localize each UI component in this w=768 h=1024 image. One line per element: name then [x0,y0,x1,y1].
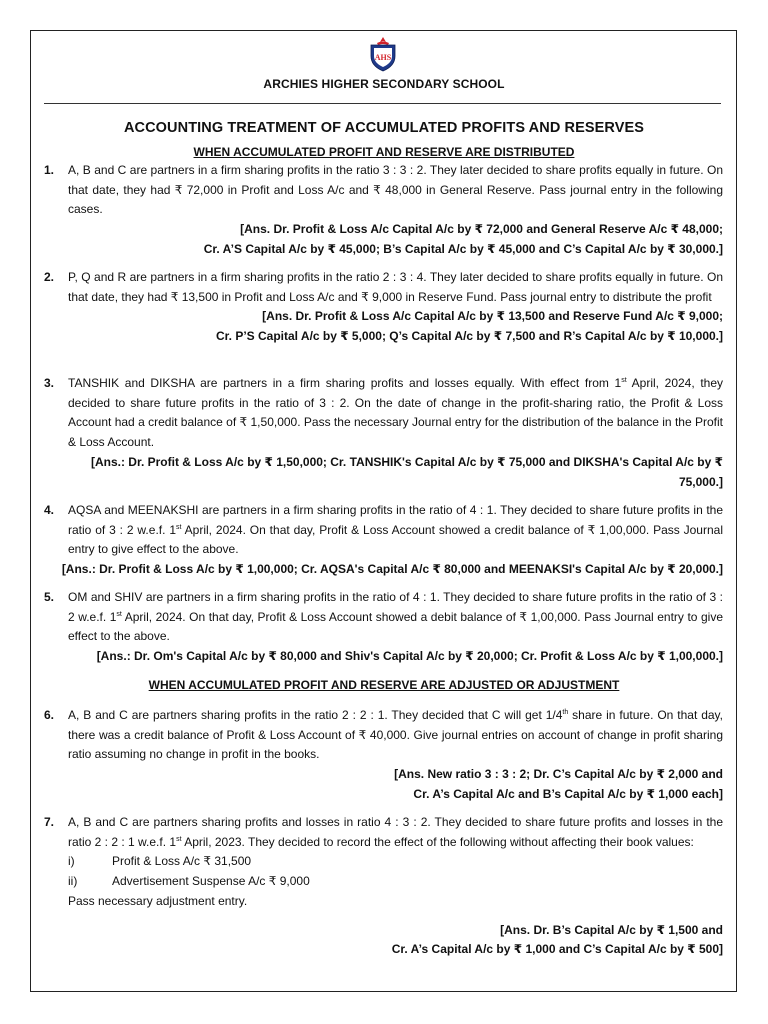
question-number: 3. [44,376,55,390]
question-number: 1. [44,163,55,177]
answer-line: [Ans.: Dr. Profit & Loss A/c by ₹ 1,50,000; Cr. TANSHIK's Capital A/c by ₹ 75,000 and DIKSHA's Capital A/c by ₹ [90,454,723,469]
question-1 [44,161,723,260]
page-title: ACCOUNTING TREATMENT OF ACCUMULATED PROFITS AND RESERVES [123,120,645,136]
answer-line: [Ans. New ratio 3 : 3 : 2; Dr. C’s Capital A/c by ₹ 2,000 and [394,767,723,782]
question-4 [44,501,723,580]
header-divider [44,103,721,104]
answer [68,220,723,259]
school-name: ARCHIES HIGHER SECONDARY SCHOOL [263,77,505,91]
answer-line: 75,000.] [678,474,723,489]
answer-line: Cr. P’S Capital A/c by ₹ 5,000; Q’s Capital A/c by ₹ 7,500 and R’s Capital A/c by ₹ 10,000.] [215,329,723,344]
list-item: i) Profit & Loss A/c ₹ 31,500 [68,854,252,869]
question-number: 4. [44,503,55,517]
answer-line: [Ans.: Dr. Profit & Loss A/c by ₹ 1,00,000; Cr. AQSA's Capital A/c ₹ 80,000 and MEENAKSI's Capital A/c by ₹ 20,000.] [61,562,723,577]
question-7 [44,813,723,960]
question-2 [44,268,723,347]
question-6 [44,706,723,805]
question-number: 5. [44,590,55,604]
section-heading-adjusted: WHEN ACCUMULATED PROFIT AND RESERVE ARE ADJUSTED OR ADJUSTMENT [148,678,620,692]
answer [68,921,723,960]
closing-instruction: Pass necessary adjustment entry. [68,893,248,908]
question-5 [44,588,723,667]
question-text: OM and SHIV are partners in a firm sharing profits in the ratio of 4 : 1. They decided to share future profits in the ratio of 3 : 2 w.e.f. 1st April, 2024. On that day, Profit & Loss Account showed a debit balance of ₹ 1,00,000. Pass Journal entry to give effect to the above. [68,590,724,644]
question-3 [44,374,723,492]
answer-line: [Ans. Dr. Profit & Loss A/c Capital A/c by ₹ 13,500 and Reserve Fund A/c ₹ 9,000; [262,309,723,324]
svg-text:AHS: AHS [374,53,392,62]
answer-line: [Ans. Dr. B’s Capital A/c by ₹ 1,500 and [500,922,723,937]
question-text: TANSHIK and DIKSHA are partners in a firm sharing profits and losses equally. With effect from 1st April, 2024, they decided to share future profits in the ratio of 3 : 2. On the date of change in the profit-sharing ratio, the Profit & Loss Account had a credit balance of ₹ 1,50,000. Pass the necessary Journal entry for the distribution of the balance in the Profit & Loss Account. [68,376,723,450]
list-item: ii) Advertisement Suspense A/c ₹ 9,000 [68,874,310,889]
section-heading-distributed: WHEN ACCUMULATED PROFIT AND RESERVE ARE DISTRIBUTED [193,145,575,159]
answer [68,765,723,804]
question-text: P, Q and R are partners in a firm sharing profits in the ratio 2 : 3 : 4. They later decided to share profits equally in future. On that date, they had ₹ 13,500 in Profit and Loss A/c and ₹ 9,000 in Reserve Fund. Pass journal entry to distribute the profit [68,270,723,304]
answer-line: [Ans. Dr. Profit & Loss A/c Capital A/c by ₹ 72,000 and General Reserve A/c ₹ 48,000; [240,222,723,237]
question-number: 7. [44,815,55,829]
question-number: 2. [44,270,55,284]
question-text: A, B and C are partners sharing profits in the ratio 2 : 2 : 1. They decided that C will get 1/4th share in future. On that day, there was a credit balance of Profit & Loss Account of ₹ 40,000. Give journal entries on account of change in profit sharing ratio assuming no change in profit in the books. [68,708,723,762]
answer-line: [Ans.: Dr. Om's Capital A/c by ₹ 80,000 and Shiv's Capital A/c by ₹ 20,000; Cr. Profit & Loss A/c by ₹ 1,00,000.] [96,649,723,664]
answer [68,453,723,492]
sub-item-list [68,852,723,911]
school-logo-icon [368,36,398,72]
answer-line: Cr. A’S Capital A/c by ₹ 45,000; B’s Capital A/c by ₹ 45,000 and C’s Capital A/c by ₹ 30,000.] [203,241,723,256]
answer [68,647,723,667]
answer [68,307,723,346]
answer-line: Cr. A’s Capital A/c and B’s Capital A/c by ₹ 1,000 each] [413,786,723,801]
answer [44,560,723,580]
question-text: A, B and C are partners sharing profits and losses in ratio 4 : 3 : 2. They decided to share future profits and losses in the ratio 2 : 2 : 1 w.e.f. 1st April, 2023. They decided to record the effect of the following without affecting their book values: [68,815,723,849]
answer-line: Cr. A’s Capital A/c by ₹ 1,000 and C’s Capital A/c by ₹ 500] [391,942,723,957]
question-number: 6. [44,708,55,722]
question-text: AQSA and MEENAKSHI are partners in a firm sharing profits in the ratio of 4 : 1. They decided to share future profits in the ratio of 3 : 2 w.e.f. 1st April, 2024. On that day, Profit & Loss Account showed a credit balance of ₹ 1,00,000. Pass Journal entry to give effect to the above. [68,503,723,557]
question-text: A, B and C are partners in a firm sharing profits in the ratio 3 : 3 : 2. They later decided to share profits equally in future. On that date, they had ₹ 72,000 in Profit and Loss A/c and ₹ 48,000 in General Reserve. Pass journal entry in the following cases. [68,163,723,217]
